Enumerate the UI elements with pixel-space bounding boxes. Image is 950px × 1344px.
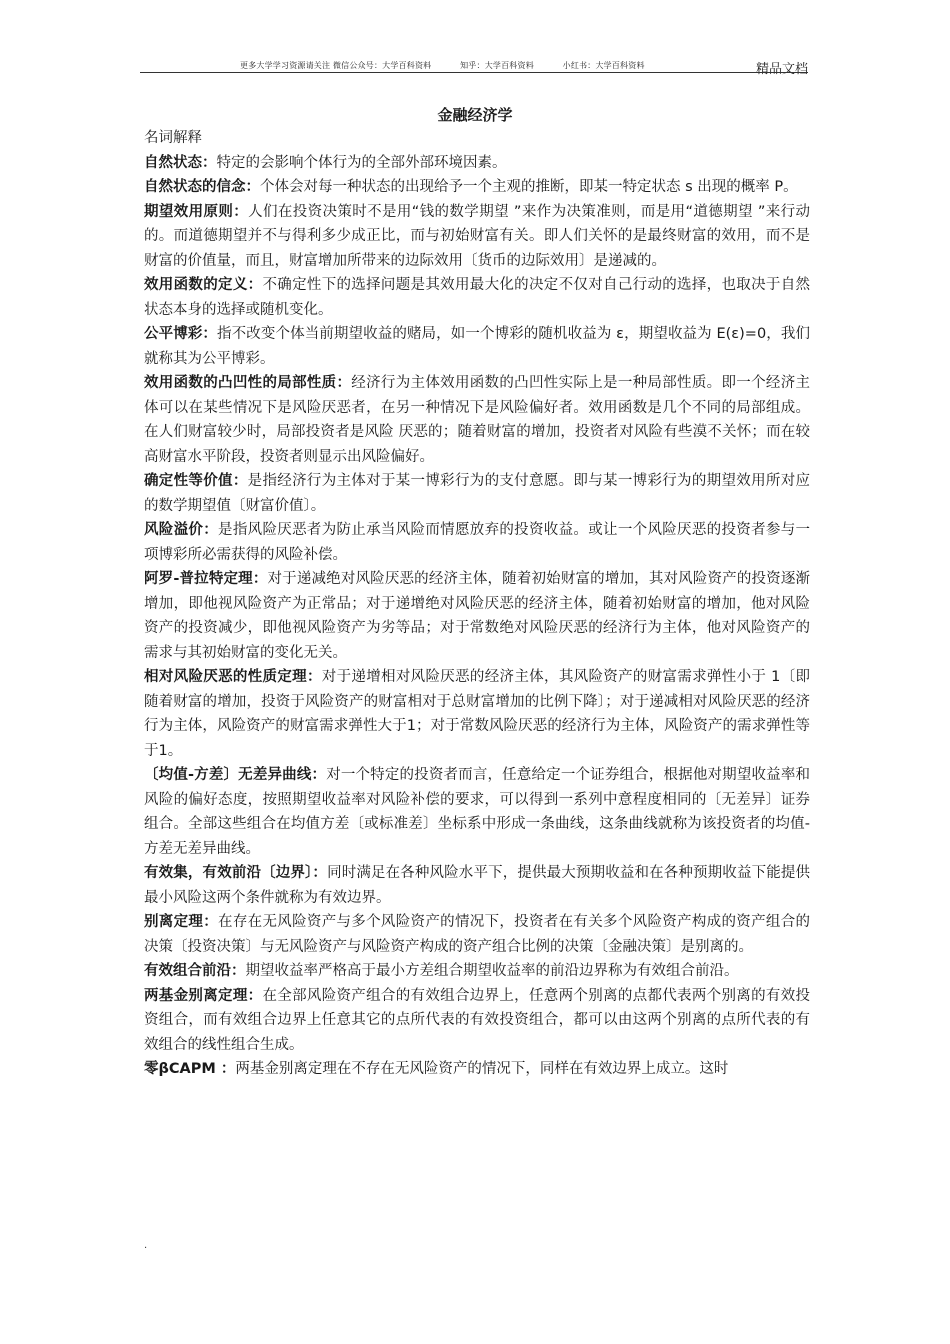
definition-term: 相对风险厌恶的性质定理：: [144, 669, 322, 685]
definition-text: 对一个特定的投资者而言，任意给定一个证券组合，根据他对期望收益率和风险的偏好态度，按照期望收益率对风险补偿的要求，可以得到一系列中意程度相同的〔无差异〕证券组合。全部这些组合在均值方差〔或标准差〕坐标系中形成一条曲线，这条曲线就称为该投资者的均值-方差无差异曲线。: [144, 767, 810, 857]
definition-term: 有效集，有效前沿〔边界〕：: [144, 865, 328, 881]
definition-entry: [144, 151, 810, 176]
definition-entry: [144, 273, 810, 322]
definition-entry: [144, 518, 810, 567]
definition-term: 效用函数的凸凹性的局部性质：: [144, 375, 352, 391]
definition-entry: [144, 910, 810, 959]
definition-text: 在存在无风险资产与多个风险资产的情况下，投资者在有关多个风险资产构成的资产组合的决策〔投资决策〕与无风险资产与风险资产构成的资产组合比例的决策〔金融决策〕是别离的。: [144, 914, 811, 955]
definition-text: 特定的会影响个体行为的全部外部环境因素。: [216, 154, 507, 171]
definition-entry: [144, 322, 810, 371]
definition-text: 同时满足在各种风险水平下，提供最大预期收益和在各种预期收益下能提供最小风险这两个条件就称为有效边界。: [144, 865, 811, 906]
definition-entry: [144, 959, 810, 984]
definition-entry: [144, 861, 810, 910]
definition-term: 阿罗-普拉特定理：: [144, 571, 268, 587]
definition-text: 人们在投资决策时不是用“钱的数学期望 ”来作为决策准则，而是用“道德期望 ”来行动的。而道德期望并不与得利多少成正比，而与初始财富有关。即人们关怀的是最终财富的效用，而不是财富的价值量，而且，财富增加所带来的边际效用〔货币的边际效用〕是递减的。: [144, 203, 810, 269]
definition-term: 确定性等价值：: [144, 473, 248, 489]
definition-text: 期望收益率严格高于最小方差组合期望收益率的前沿边界称为有效组合前沿。: [245, 963, 739, 979]
definition-text: 经济行为主体效用函数的凸凹性实际上是一种局部性质。即一个经济主体可以在某些情况下是风险厌恶者，在另一种情况下是风险偏好者。效用函数是几个不同的局部组成。在人们财富较少时，局部投资者是风险 厌恶的；随着财富的增加，投资者对风险有些漠不关怀；而在较高财富水平阶段，投资者则显示出风险偏好。: [144, 375, 810, 465]
definition-text: 个体会对每一种状态的出现给予一个主观的推断，即某一特定状态 s 出现的概率 P。: [260, 179, 798, 195]
definition-entry: [144, 469, 810, 518]
definition-term: 〔均值-方差〕无差异曲线：: [144, 767, 327, 783]
definition-entry: [144, 200, 810, 274]
promo-zhihu: 知乎：大学百科资料: [460, 61, 534, 70]
definition-term: 有效组合前沿：: [144, 963, 246, 979]
definition-entry: [144, 763, 810, 861]
definition-term: 两基金别离定理：: [144, 987, 263, 1004]
document-body: [144, 126, 810, 1082]
definition-term: 自然状态：: [144, 154, 217, 171]
definition-term: 零βCAPM ：: [144, 1061, 236, 1077]
section-heading: 名词解释: [144, 130, 202, 146]
definition-term: 效用函数的定义：: [144, 277, 263, 293]
definition-entry: [144, 984, 810, 1058]
definition-text: 不确定性下的选择问题是其效用最大化的决定不仅对自己行动的选择，也取决于自然状态本身的选择或随机变化。: [144, 277, 811, 318]
definition-term: 公平博彩：: [144, 326, 218, 342]
footer-mark: .: [144, 1240, 148, 1251]
promo-wechat: 更多大学学习资源请关注 微信公众号：大学百科资料: [240, 61, 432, 70]
definition-text: 是指风险厌恶者为防止承当风险而情愿放弃的投资收益。或让一个风险厌恶的投资者参与一项博彩所必需获得的风险补偿。: [144, 522, 811, 563]
header-brand-label: 精品文档: [755, 62, 808, 77]
definition-text: 在全部风险资产组合的有效组合边界上，任意两个别离的点都代表两个别离的有效投资组合，而有效组合边界上任意其它的点所代表的有效投资组合，都可以由这两个别离的点所代表的有效组合的线性组合生成。: [144, 987, 811, 1053]
definition-text: 是指经济行为主体对于某一博彩行为的支付意愿。即与某一博彩行为的期望效用所对应的数学期望值〔财富价值〕。: [144, 473, 811, 514]
definition-term: 期望效用原则：: [144, 203, 249, 220]
document-title: 金融经济学: [437, 106, 513, 124]
promo-xiaohongshu: 小红书：大学百科资料: [562, 61, 645, 70]
definition-entry: [144, 175, 810, 200]
definition-term: 风险溢价：: [144, 522, 219, 538]
definition-entry: [144, 1057, 810, 1082]
definition-term: 自然状态的信念：: [144, 179, 260, 195]
header-promo-text: [240, 60, 671, 71]
definition-text: 对于递增相对风险厌恶的经济主体，其风险资产的财富需求弹性小于 1〔即随着财富的增加，投资于风险资产的财富相对于总财富增加的比例下降〕；对于递减相对风险厌恶的经济行为主体，风险资产的财富需求弹性大于1；对于常数风险厌恶的经济行为主体，风险资产的需求弹性等于1。: [144, 669, 810, 759]
definition-entry: [144, 371, 810, 469]
header-rule: [140, 72, 808, 73]
definition-entry: [144, 567, 810, 665]
definition-term: 别离定理：: [144, 914, 219, 930]
definition-text: 指不改变个体当前期望收益的赌局，如一个博彩的随机收益为 ε，期望收益为 E(ε)=0，我们就称其为公平博彩。: [144, 326, 810, 367]
definition-entry: [144, 665, 810, 763]
definition-text: 对于递减绝对风险厌恶的经济主体，随着初始财富的增加，其对风险资产的投资逐渐增加，即他视风险资产为正常品；对于递增绝对风险厌恶的经济主体，随着初始财富的增加，他对风险资产的投资减少，即他视风险资产为劣等品；对于常数绝对风险厌恶的经济行为主体，他对风险资产的需求与其初始财富的变化无关。: [144, 571, 810, 661]
definition-text: 两基金别离定理在不存在无风险资产的情况下，同样在有效边界上成立。这时: [235, 1061, 729, 1077]
